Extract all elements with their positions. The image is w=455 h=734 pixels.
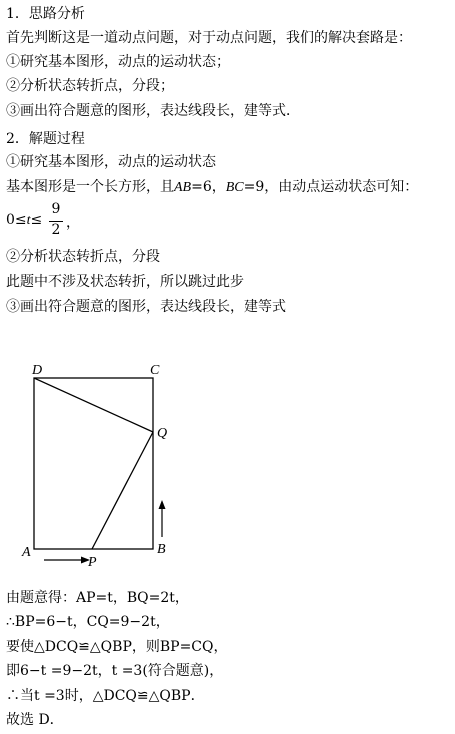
section2-heading: 2．解题过程 — [6, 131, 85, 147]
section2-step1: ①研究基本图形，动点的运动状态 — [6, 154, 216, 170]
section1-intro: 首先判断这是一道动点问题，对于动点问题，我们的解决套路是： — [6, 30, 412, 46]
rectangle-abcd — [34, 378, 153, 549]
solution-line-4: 即6−t =9−2t，t =3(符合题意)， — [6, 663, 224, 679]
solution-line-5: ∴当t =3时，△DCQ≌△QBP． — [6, 688, 205, 704]
section1-step-1: ①研究基本图形，动点的运动状态； — [6, 54, 230, 70]
label-p: P — [88, 555, 97, 570]
section1-step-2: ②分析状态转折点，分段； — [6, 78, 174, 94]
label-a: A — [22, 545, 31, 560]
section2-step2: ②分析状态转折点，分段 — [6, 249, 160, 265]
section1-step-3: ③画出符合题意的图形，表达线段长，建等式． — [6, 103, 300, 119]
label-d: D — [32, 363, 43, 378]
solution-line-6: 故选 D． — [6, 712, 64, 728]
range-numerator: 9 — [51, 201, 61, 217]
segment-qp — [92, 432, 153, 549]
solution-line-1: 由题意得：AP=t，BQ=2t， — [6, 590, 189, 606]
section1-heading: 1．思路分析 — [6, 6, 85, 22]
range-pre: 0≤t≤ — [6, 212, 43, 228]
label-b: B — [157, 542, 166, 557]
arrow-right-icon — [44, 557, 90, 564]
basic-ab: AB — [174, 180, 192, 195]
basic-pre: 基本图形是一个长方形，且 — [6, 179, 174, 195]
arrow-up-icon — [159, 500, 166, 537]
basic-bc: BC — [225, 180, 244, 195]
solution-line-3: 要使△DCQ≌△QBP，则BP=CQ， — [6, 639, 228, 655]
range-denominator: 2 — [51, 222, 61, 238]
section2-step2-text: 此题中不涉及状态转折，所以跳过此步 — [6, 274, 244, 290]
basic-bc-val: =9，由动点运动状态可知： — [243, 179, 419, 195]
section2-step3: ③画出符合题意的图形，表达线段长，建等式 — [6, 299, 286, 315]
label-q: Q — [157, 426, 168, 441]
range-comma: ， — [66, 215, 80, 231]
basic-ab-val: =6， — [191, 179, 226, 195]
label-c: C — [150, 363, 160, 378]
segment-dq — [34, 378, 153, 432]
solution-line-2: ∴BP=6−t，CQ=9−2t， — [6, 614, 170, 630]
